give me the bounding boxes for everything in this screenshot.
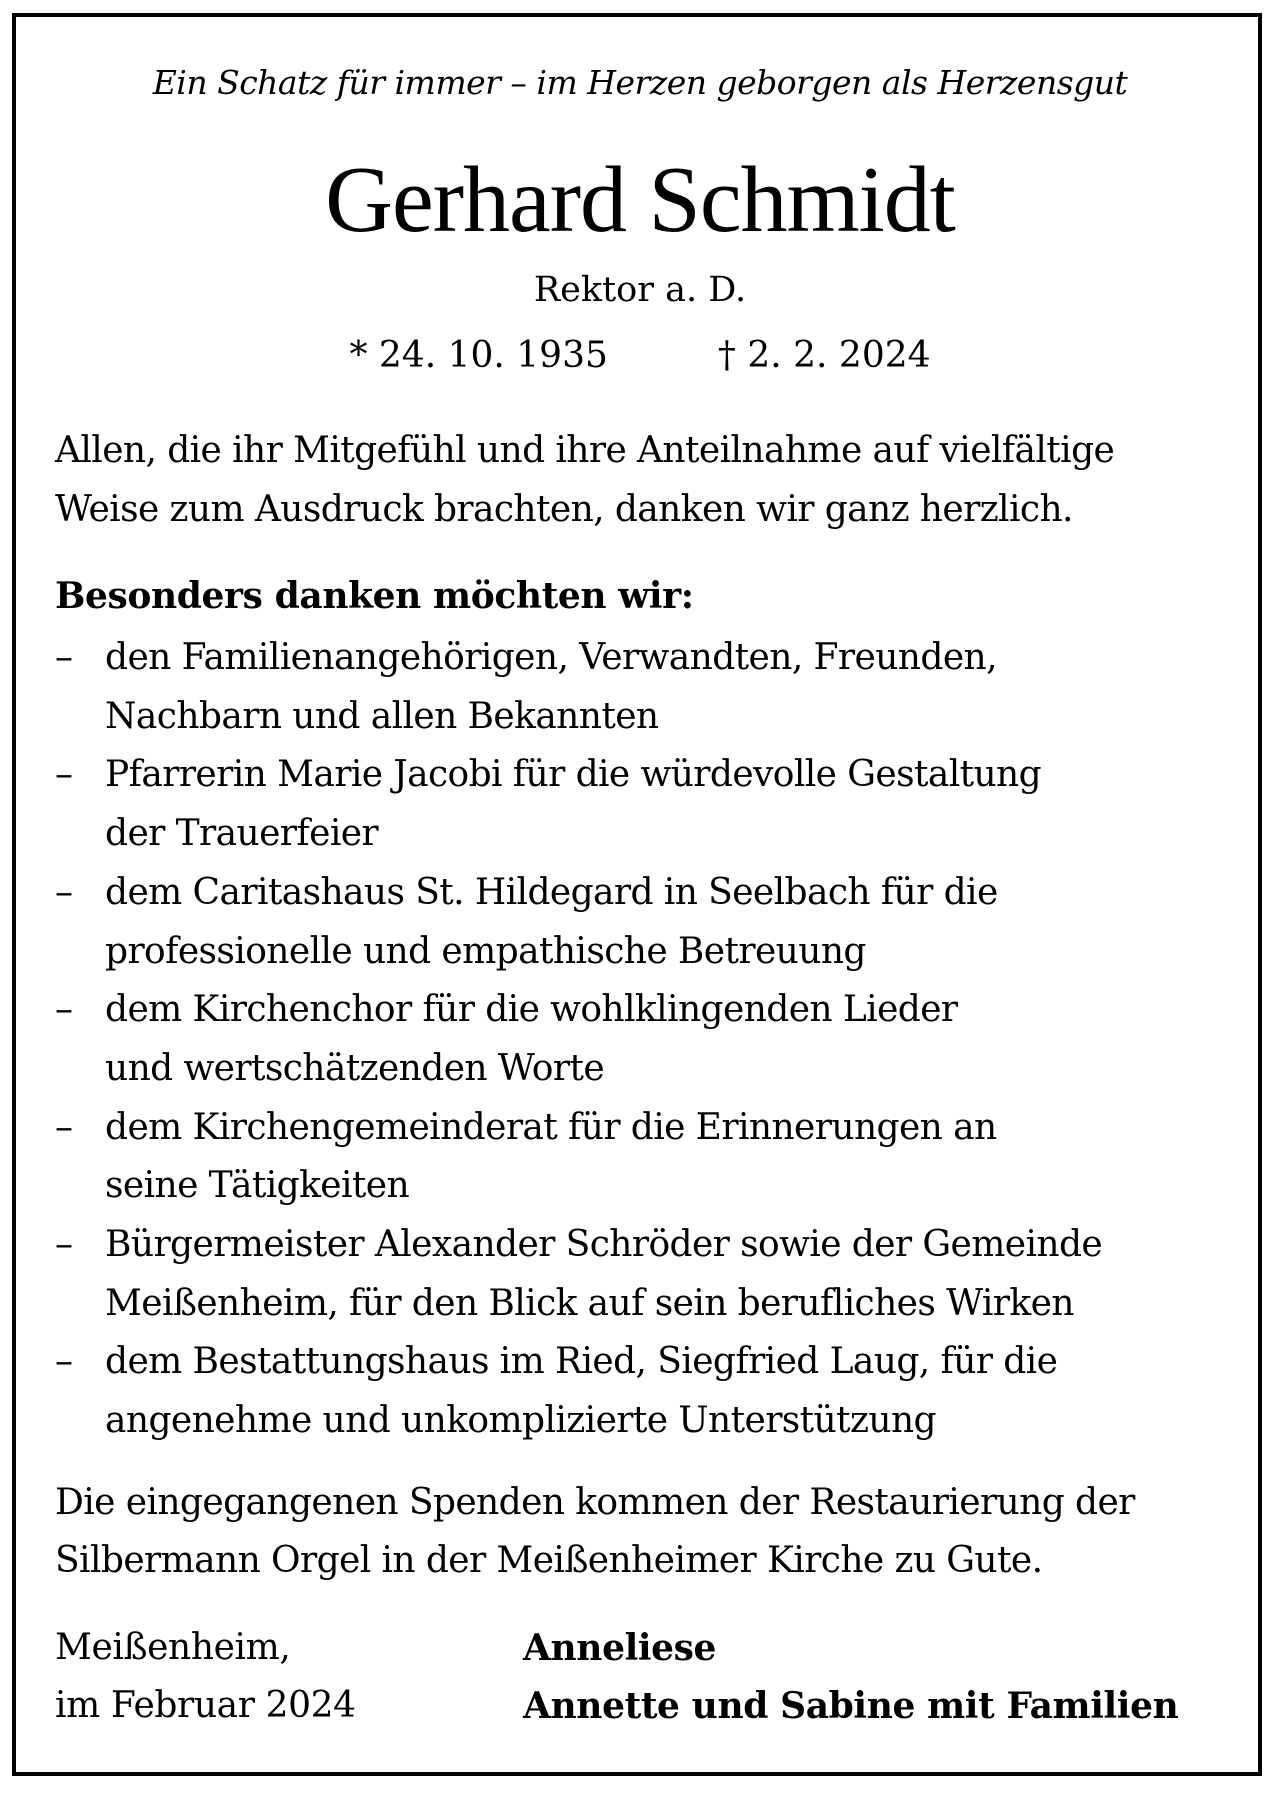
- thanks-item: [55, 1099, 1245, 1216]
- donations-paragraph: [55, 1474, 1245, 1590]
- thanks-line: professionelle und empathische Betreuung: [105, 930, 866, 972]
- dash-bullet: –: [55, 989, 73, 1031]
- thanks-line: seine Tätigkeiten: [105, 1165, 410, 1207]
- thanks-line: und wertschätzenden Worte: [105, 1047, 605, 1089]
- thanks-heading: Besonders danken möchten wir:: [55, 575, 694, 617]
- thanks-item: [55, 629, 1245, 746]
- thanks-line: dem Caritashaus St. Hildegard in Seelbach für die: [105, 871, 998, 913]
- date-line: im Februar 2024: [55, 1685, 356, 1726]
- thanks-line: dem Kirchengemeinderat für die Erinnerungen an: [105, 1106, 997, 1148]
- signer-line: Anneliese: [523, 1627, 717, 1669]
- donations-line: Silbermann Orgel in der Meißenheimer Kirche zu Gute.: [55, 1540, 1043, 1581]
- birth-date: * 24. 10. 1935: [349, 335, 608, 376]
- intro-paragraph: [55, 421, 1245, 539]
- deceased-name: Gerhard Schmidt: [325, 148, 955, 252]
- death-date: † 2. 2. 2024: [717, 335, 931, 376]
- signers: [523, 1619, 1178, 1735]
- thanks-line: angenehme und unkomplizierte Unterstützung: [105, 1400, 936, 1442]
- deceased-title: Rektor a. D.: [533, 270, 747, 310]
- dash-bullet: –: [55, 1224, 73, 1266]
- dash-bullet: –: [55, 754, 73, 796]
- motto: Ein Schatz für immer – im Herzen geborgen als Herzensgut: [152, 63, 1128, 102]
- thanks-item: [55, 864, 1245, 981]
- thanks-line: Nachbarn und allen Bekannten: [105, 695, 659, 737]
- intro-line: Allen, die ihr Mitgefühl und ihre Anteilnahme auf vielfältige: [55, 430, 1115, 471]
- thanks-item: [55, 1216, 1245, 1333]
- thanks-line: Bürgermeister Alexander Schröder sowie der Gemeinde: [105, 1224, 1103, 1266]
- thanks-line: Meißenheim, für den Blick auf sein berufliches Wirken: [105, 1282, 1074, 1324]
- donations-line: Die eingegangenen Spenden kommen der Restaurierung der: [55, 1482, 1135, 1523]
- dash-bullet: –: [55, 871, 73, 913]
- thanks-line: Pfarrerin Marie Jacobi für die würdevolle Gestaltung: [105, 754, 1042, 796]
- thanks-line: dem Kirchenchor für die wohlklingenden Lieder: [105, 989, 958, 1031]
- dash-bullet: –: [55, 1106, 73, 1148]
- thanks-item: [55, 1333, 1245, 1450]
- signer-line: Annette und Sabine mit Familien: [523, 1685, 1179, 1727]
- thanks-item: [55, 981, 1245, 1098]
- place-and-date: [55, 1619, 356, 1735]
- thanks-line: dem Bestattungshaus im Ried, Siegfried Laug, für die: [105, 1341, 1058, 1383]
- dash-bullet: –: [55, 1341, 73, 1383]
- place-line: Meißenheim,: [55, 1627, 291, 1668]
- thanks-list: [55, 629, 1245, 1451]
- life-dates: [0, 333, 1280, 379]
- thanks-line: der Trauerfeier: [105, 813, 379, 855]
- dash-bullet: –: [55, 637, 73, 678]
- thanks-item: [55, 746, 1245, 863]
- intro-line: Weise zum Ausdruck brachten, danken wir ganz herzlich.: [55, 489, 1073, 530]
- thanks-line: den Familienangehörigen, Verwandten, Freunden,: [105, 637, 997, 678]
